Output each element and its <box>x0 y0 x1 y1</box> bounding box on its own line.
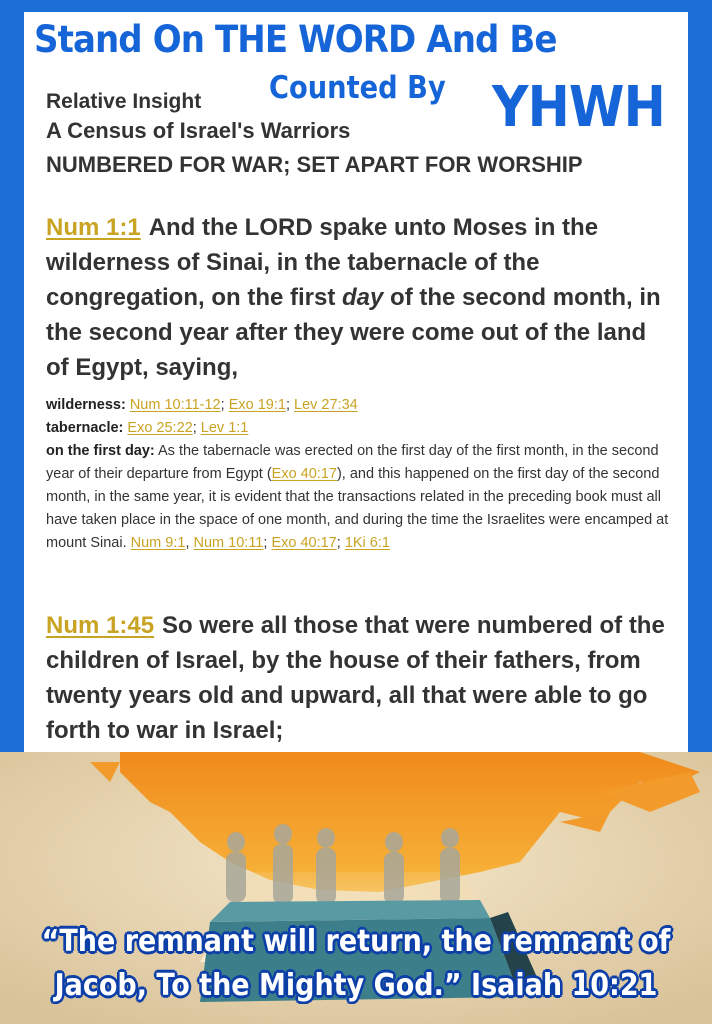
note-label: on the first day: <box>46 443 155 459</box>
cross-ref-link[interactable]: Exo 25:22 <box>127 420 193 436</box>
figure-body <box>440 848 460 904</box>
figure-head <box>441 828 459 848</box>
note-text: As the tabernacle was erected on the first day of the first month, in the second year of their departure from Egypt ( <box>46 443 659 482</box>
page-title: Stand On THE WORD And Be <box>34 18 557 61</box>
note-first-day: on the first day: As the tabernacle was erected on the first day of the first month, in the second year of their departure from Egypt (Exo 40:17), and this happened on the first day of the second month, in the same year, it is evident that the transactions related in the preceding book must all have taken place in the space of one month, and during the time the Israelites were encamped at mount Sinai. Num 9:1, Num 10:11; Exo 40:17; 1Ki 6:1 <box>46 443 669 551</box>
content-page <box>24 12 688 752</box>
note-label: wilderness: <box>46 397 126 413</box>
tagline: NUMBERED FOR WAR; SET APART FOR WORSHIP <box>46 152 583 177</box>
figure-head <box>317 828 335 848</box>
note-text: ), and this happened on the first day of the second month, in the same year, it is evident that the transactions related in the preceding book must all have taken place in the space of one month, and during the time the Israelites were encamped at mount Sinai. <box>46 466 669 551</box>
verse-text-italic: day <box>342 284 384 311</box>
cross-ref-link[interactable]: Num 10:11 <box>193 535 264 551</box>
verse-ref-link[interactable]: Num 1:45 <box>46 612 155 639</box>
verse-num-1-1 <box>46 210 666 385</box>
cross-ref-link[interactable]: Lev 27:34 <box>294 397 358 413</box>
verse-text: So were all those that were numbered of the children of Israel, by the house of their fathers, from twenty years old and upward, all that were able to go forth to war in Israel; <box>46 612 665 744</box>
verse-ref-link[interactable]: Num 1:1 <box>46 214 141 241</box>
cross-ref-link[interactable]: Num 10:11-12 <box>129 397 221 413</box>
figure-head <box>274 824 292 844</box>
cross-ref-link[interactable]: Exo 40:17 <box>271 466 337 482</box>
quote-line-2: Jacob, To the Mighty God.” Isaiah 10:21 <box>54 968 658 1003</box>
figure-body <box>273 844 293 904</box>
verse-text: And the LORD spake unto Moses in the wilderness of Sinai, in the tabernacle of the congregation, on the first <box>46 214 599 311</box>
cross-ref-link[interactable]: 1Ki 6:1 <box>344 535 390 551</box>
cross-ref-link[interactable]: Lev 1:1 <box>200 420 249 436</box>
cross-reference-notes <box>46 394 676 555</box>
note-label: tabernacle: <box>46 420 124 436</box>
cross-ref-link[interactable]: Exo 19:1 <box>228 397 286 413</box>
cross-ref-link[interactable]: Exo 40:17 <box>271 535 337 551</box>
verse-text: of the second month, in the second year after they were come out of the land of Egypt, saying, <box>46 284 661 381</box>
cross-ref-link[interactable]: Num 9:1 <box>130 535 186 551</box>
census-heading: A Census of Israel's Warriors <box>46 118 351 143</box>
figure-head <box>385 832 403 852</box>
figure-body <box>316 848 336 904</box>
figure-body <box>226 852 246 902</box>
note-wilderness: wilderness: Num 10:11-12; Exo 19:1; Lev 27:34 <box>46 397 358 413</box>
figure-body <box>384 852 404 904</box>
figure-head <box>227 832 245 852</box>
yhwh-heading: YHWH <box>492 75 665 140</box>
verse-num-1-45 <box>46 608 666 748</box>
page-subtitle: Counted By <box>269 70 446 106</box>
quote-line-1: “The remnant will return, the remnant of <box>41 924 671 959</box>
note-tabernacle: tabernacle: Exo 25:22; Lev 1:1 <box>46 420 249 436</box>
relative-insight-label: Relative Insight <box>46 90 202 113</box>
